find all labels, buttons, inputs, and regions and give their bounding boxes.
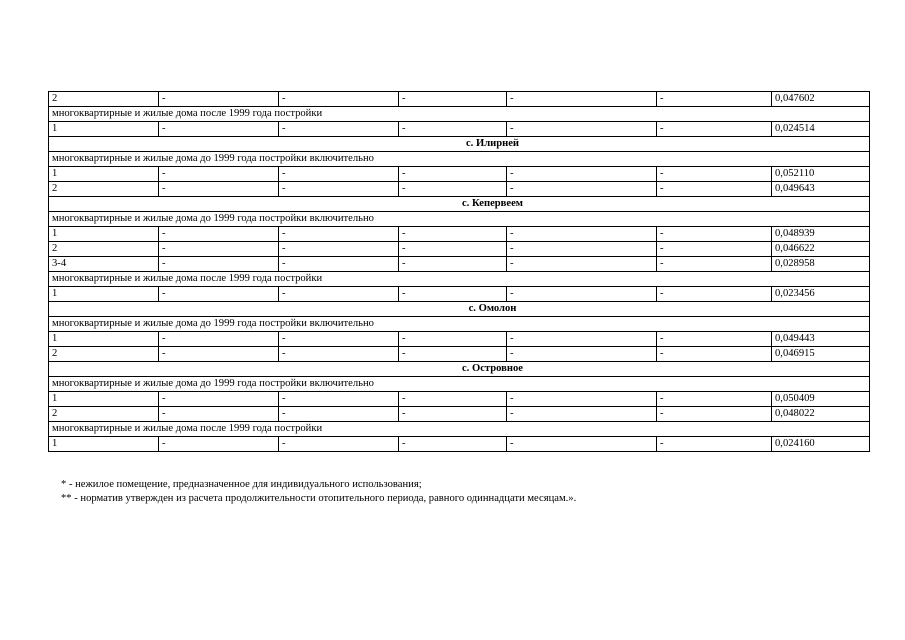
table-cell: -	[279, 437, 399, 452]
row-number-cell: 3-4	[49, 257, 159, 272]
norm-value-cell: 0,052110	[772, 167, 870, 182]
table-cell: -	[507, 257, 657, 272]
row-number-cell: 1	[49, 287, 159, 302]
table-cell: -	[657, 392, 772, 407]
settlement-heading-row	[49, 137, 870, 152]
table-row	[49, 227, 870, 242]
building-category-label: многоквартирные и жилые дома до 1999 года постройки включительно	[49, 152, 870, 167]
table-cell: -	[657, 347, 772, 362]
table-cell: -	[657, 242, 772, 257]
table-cell: -	[279, 407, 399, 422]
table-cell: -	[657, 167, 772, 182]
table-cell: -	[279, 227, 399, 242]
table-row	[49, 392, 870, 407]
table-cell: -	[399, 392, 507, 407]
row-number-cell: 1	[49, 437, 159, 452]
building-category-row	[49, 377, 870, 392]
row-number-cell: 2	[49, 407, 159, 422]
table-cell: -	[279, 347, 399, 362]
table-row	[49, 407, 870, 422]
table-cell: -	[159, 392, 279, 407]
table-cell: -	[399, 437, 507, 452]
building-category-row	[49, 317, 870, 332]
row-number-cell: 1	[49, 167, 159, 182]
table-cell: -	[399, 287, 507, 302]
table-row	[49, 347, 870, 362]
table-cell: -	[507, 122, 657, 137]
table-cell: -	[399, 227, 507, 242]
building-category-row	[49, 422, 870, 437]
table-cell: -	[279, 167, 399, 182]
table-cell: -	[159, 407, 279, 422]
table-cell: -	[507, 392, 657, 407]
building-category-row	[49, 152, 870, 167]
table-body	[49, 92, 870, 452]
norm-value-cell: 0,049643	[772, 182, 870, 197]
table-cell: -	[399, 257, 507, 272]
table-row	[49, 257, 870, 272]
norm-value-cell: 0,048939	[772, 227, 870, 242]
norm-value-cell: 0,024160	[772, 437, 870, 452]
table-cell: -	[159, 242, 279, 257]
norm-value-cell: 0,024514	[772, 122, 870, 137]
norm-value-cell: 0,046622	[772, 242, 870, 257]
table-row	[49, 182, 870, 197]
norm-value-cell: 0,048022	[772, 407, 870, 422]
table-cell: -	[657, 182, 772, 197]
table-cell: -	[657, 227, 772, 242]
footnotes	[61, 478, 576, 506]
row-number-cell: 2	[49, 92, 159, 107]
norm-value-cell: 0,023456	[772, 287, 870, 302]
settlement-heading-row	[49, 197, 870, 212]
table-cell: -	[507, 227, 657, 242]
table-cell: -	[507, 332, 657, 347]
table-cell: -	[507, 437, 657, 452]
normative-table	[48, 91, 870, 452]
settlement-name: с. Илирней	[49, 137, 870, 152]
row-number-cell: 1	[49, 227, 159, 242]
table-cell: -	[279, 392, 399, 407]
table-cell: -	[507, 182, 657, 197]
table-cell: -	[159, 122, 279, 137]
settlement-heading-row	[49, 302, 870, 317]
building-category-row	[49, 212, 870, 227]
table-cell: -	[279, 182, 399, 197]
table-cell: -	[159, 437, 279, 452]
building-category-label: многоквартирные и жилые дома до 1999 года постройки включительно	[49, 377, 870, 392]
building-category-label: многоквартирные и жилые дома до 1999 года постройки включительно	[49, 317, 870, 332]
table-cell: -	[279, 242, 399, 257]
footnote-2: ** - норматив утвержден из расчета продолжительности отопительного периода, равного одиннадцати месяцам.».	[61, 493, 577, 504]
norm-value-cell: 0,028958	[772, 257, 870, 272]
table-cell: -	[159, 92, 279, 107]
norm-value-cell: 0,046915	[772, 347, 870, 362]
row-number-cell: 1	[49, 332, 159, 347]
table-cell: -	[399, 407, 507, 422]
table-cell: -	[399, 167, 507, 182]
building-category-label: многоквартирные и жилые дома после 1999 года постройки	[49, 107, 870, 122]
table-cell: -	[399, 92, 507, 107]
building-category-label: многоквартирные и жилые дома до 1999 года постройки включительно	[49, 212, 870, 227]
table-cell: -	[507, 167, 657, 182]
table-row	[49, 287, 870, 302]
table-cell: -	[279, 122, 399, 137]
table-cell: -	[159, 287, 279, 302]
table-cell: -	[507, 242, 657, 257]
settlement-name: с. Островное	[49, 362, 870, 377]
table-cell: -	[159, 347, 279, 362]
settlement-name: с. Кепервеем	[49, 197, 870, 212]
row-number-cell: 1	[49, 122, 159, 137]
table-cell: -	[507, 92, 657, 107]
table-cell: -	[657, 407, 772, 422]
table-row	[49, 242, 870, 257]
building-category-row	[49, 107, 870, 122]
footnote-1: * - нежилое помещение, предназначенное для индивидуального использования;	[61, 479, 422, 490]
table-cell: -	[159, 257, 279, 272]
row-number-cell: 2	[49, 242, 159, 257]
building-category-label: многоквартирные и жилые дома после 1999 года постройки	[49, 272, 870, 287]
table-cell: -	[159, 332, 279, 347]
table-row	[49, 167, 870, 182]
table-row	[49, 437, 870, 452]
table-cell: -	[399, 182, 507, 197]
table-cell: -	[159, 182, 279, 197]
building-category-label: многоквартирные и жилые дома после 1999 года постройки	[49, 422, 870, 437]
table-cell: -	[279, 287, 399, 302]
table-cell: -	[657, 92, 772, 107]
table-cell: -	[507, 347, 657, 362]
table-row	[49, 122, 870, 137]
table-cell: -	[657, 122, 772, 137]
table-row	[49, 332, 870, 347]
row-number-cell: 1	[49, 392, 159, 407]
norm-value-cell: 0,049443	[772, 332, 870, 347]
table-cell: -	[399, 332, 507, 347]
settlement-name: с. Омолон	[49, 302, 870, 317]
table-cell: -	[507, 407, 657, 422]
table-cell: -	[159, 167, 279, 182]
table-cell: -	[279, 332, 399, 347]
settlement-heading-row	[49, 362, 870, 377]
table-cell: -	[507, 287, 657, 302]
table-cell: -	[657, 332, 772, 347]
norm-value-cell: 0,047602	[772, 92, 870, 107]
building-category-row	[49, 272, 870, 287]
table-cell: -	[657, 257, 772, 272]
table-cell: -	[657, 437, 772, 452]
norm-value-cell: 0,050409	[772, 392, 870, 407]
table-cell: -	[279, 257, 399, 272]
table-cell: -	[657, 287, 772, 302]
table-cell: -	[399, 242, 507, 257]
row-number-cell: 2	[49, 182, 159, 197]
table-cell: -	[399, 122, 507, 137]
table-row	[49, 92, 870, 107]
table-cell: -	[159, 227, 279, 242]
row-number-cell: 2	[49, 347, 159, 362]
table-cell: -	[279, 92, 399, 107]
table-cell: -	[399, 347, 507, 362]
